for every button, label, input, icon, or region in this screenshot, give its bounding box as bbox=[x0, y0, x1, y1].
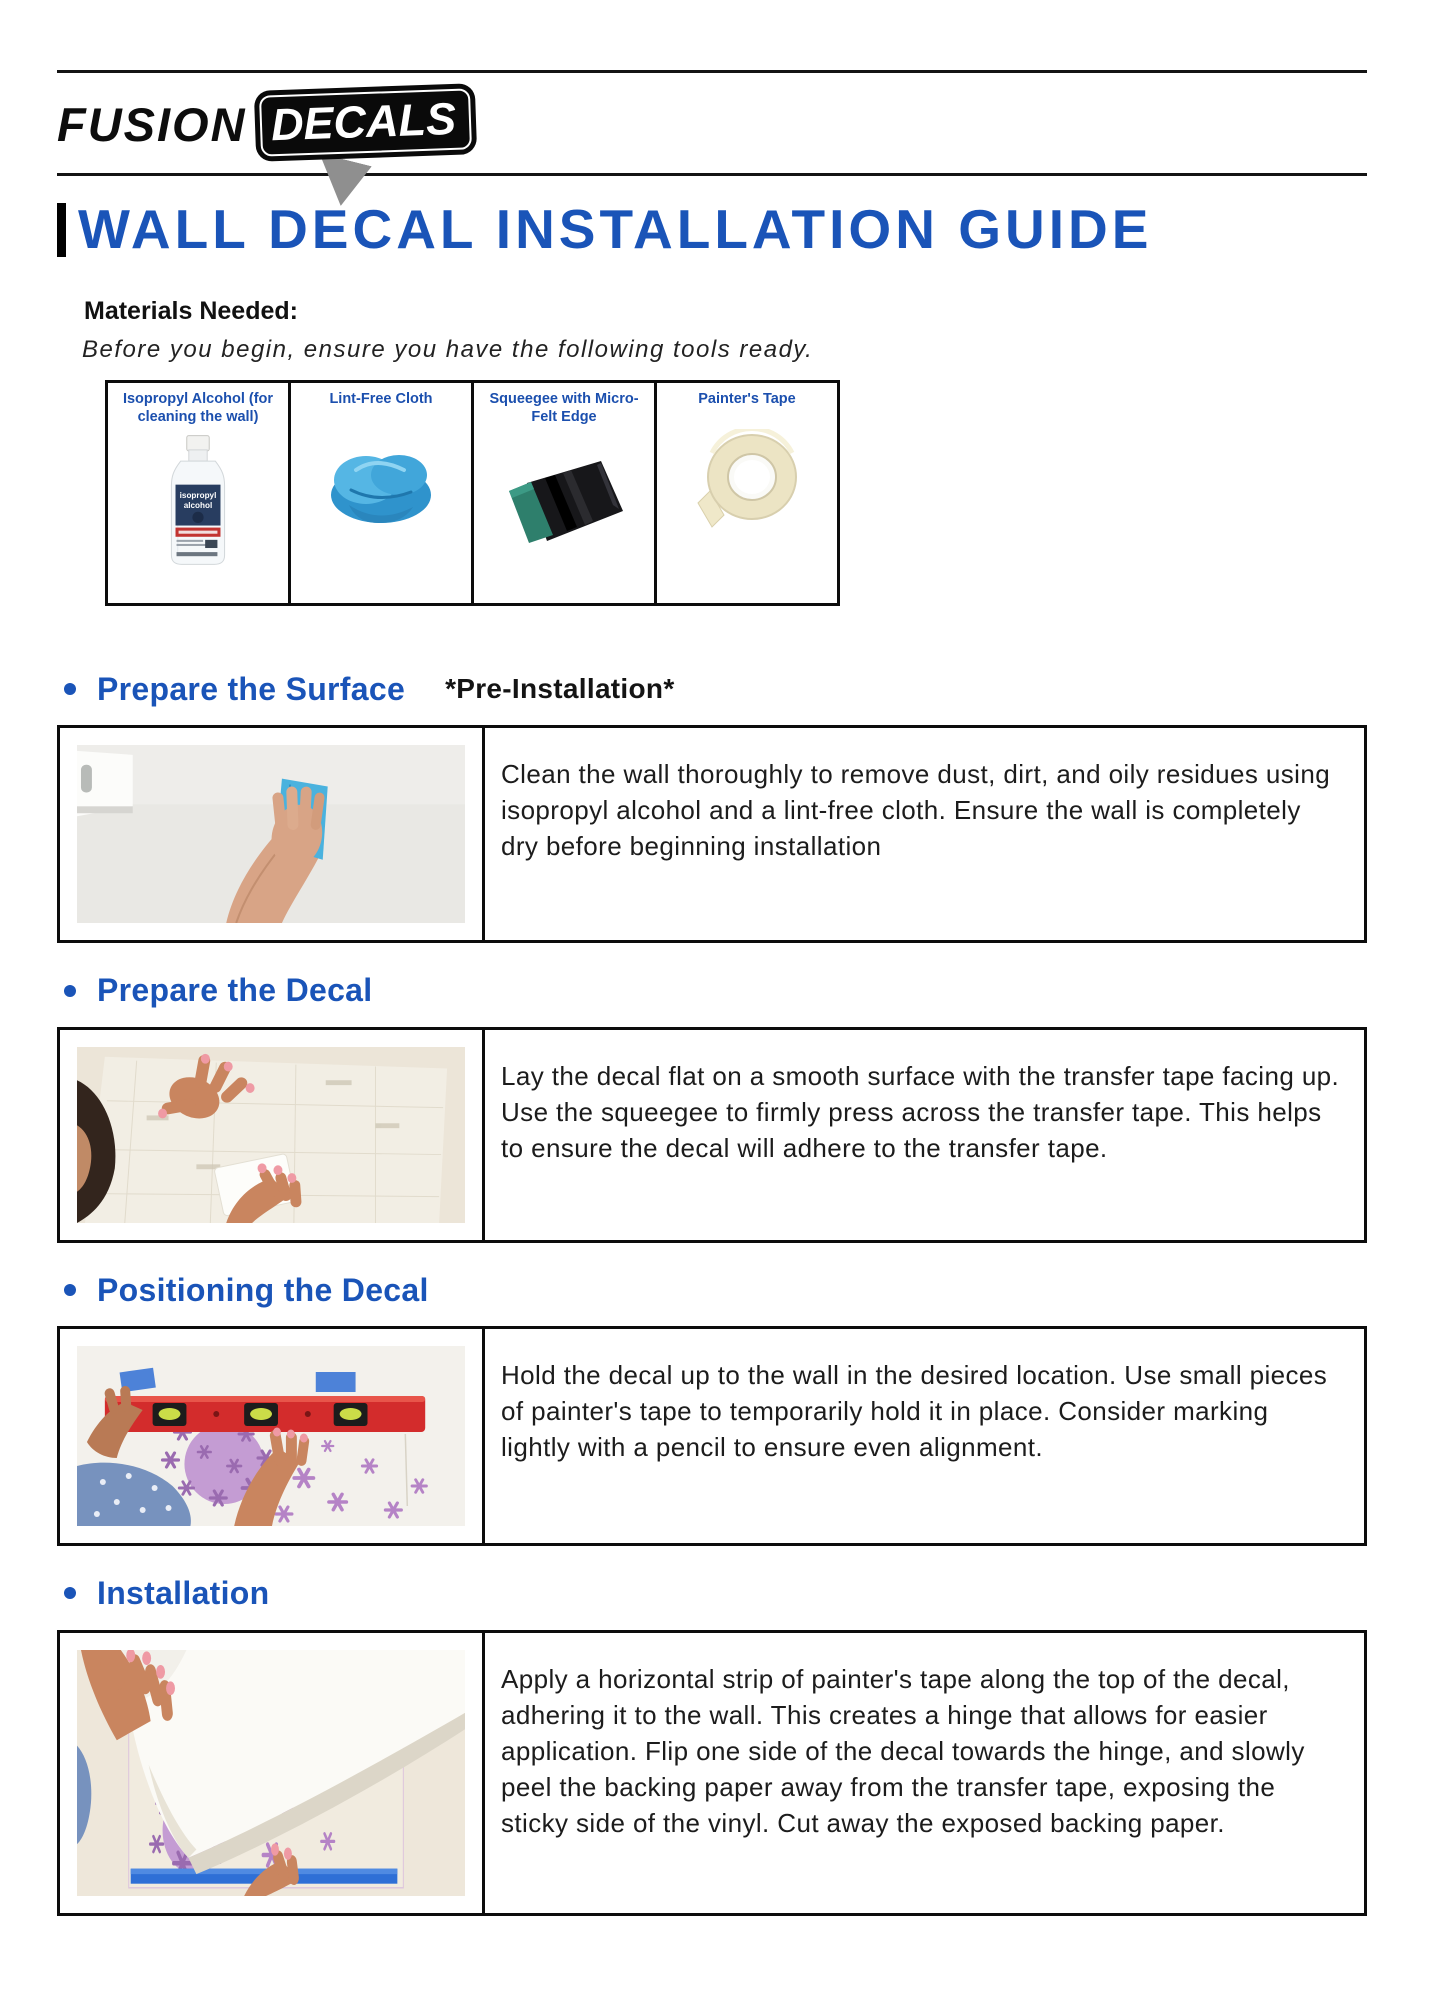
hand-cleaning-wall-photo bbox=[60, 728, 485, 940]
materials-subheading: Before you begin, ensure you have the following tools ready. bbox=[82, 336, 814, 363]
title-row bbox=[57, 198, 1367, 260]
materials-table bbox=[105, 380, 840, 606]
bullet-icon bbox=[64, 985, 76, 997]
step-instructions: Lay the decal flat on a smooth surface with the transfer tape facing up. Use the squeegee to firmly press across the transfer tape. This helps to ensure the decal will adhere to the transfer tape. bbox=[501, 1060, 1340, 1163]
step-text-cell bbox=[485, 1329, 1364, 1543]
peeling-backing-paper-photo bbox=[60, 1633, 485, 1913]
blue-cloth-icon bbox=[297, 408, 465, 558]
material-label: Lint-Free Cloth bbox=[329, 391, 433, 407]
title-accent-bar bbox=[57, 203, 66, 257]
material-cell-isopropyl bbox=[107, 382, 290, 605]
hands-leveling-decal-photo bbox=[60, 1329, 485, 1543]
section-title: Prepare the Surface bbox=[97, 671, 406, 707]
material-label: Squeegee with Micro-Felt Edge bbox=[489, 391, 639, 426]
material-cell-squeegee bbox=[473, 382, 656, 605]
hands-pressing-decal-photo bbox=[60, 1030, 485, 1240]
section-heading-installation bbox=[64, 1574, 1367, 1612]
step-box-positioning-decal bbox=[57, 1326, 1367, 1546]
page-title: WALL DECAL INSTALLATION GUIDE bbox=[78, 198, 1153, 260]
pre-installation-note: *Pre-Installation* bbox=[445, 673, 675, 705]
svg-text:isopropyl: isopropyl bbox=[179, 491, 217, 501]
step-box-prepare-surface bbox=[57, 725, 1367, 943]
section-heading-prepare-decal bbox=[64, 971, 1367, 1009]
step-text-cell bbox=[485, 1633, 1364, 1913]
material-cell-cloth bbox=[290, 382, 473, 605]
section-heading-positioning-decal bbox=[64, 1271, 1367, 1309]
material-label: Painter's Tape bbox=[698, 391, 796, 407]
step-box-installation bbox=[57, 1630, 1367, 1916]
tape-roll-icon bbox=[663, 408, 831, 558]
step-box-prepare-decal bbox=[57, 1027, 1367, 1243]
section-title: Prepare the Decal bbox=[97, 972, 373, 1009]
section-heading-prepare-surface bbox=[64, 670, 1367, 708]
material-cell-tape bbox=[656, 382, 839, 605]
section-title: Installation bbox=[97, 1575, 270, 1612]
material-label: Isopropyl Alcohol (for cleaning the wall) bbox=[122, 391, 274, 426]
logo-fusion-text: FUSION bbox=[57, 98, 247, 151]
bullet-icon bbox=[64, 1587, 76, 1599]
header-bottom-rule bbox=[57, 173, 1367, 176]
svg-text:alcohol: alcohol bbox=[183, 501, 213, 511]
step-instructions: Clean the wall thoroughly to remove dust, dirt, and oily residues using isopropyl alcohol and a lint-free cloth. Ensure the wall is completely dry before beginning installation bbox=[501, 759, 1331, 862]
step-text-cell bbox=[485, 1030, 1364, 1240]
section-title: Positioning the Decal bbox=[97, 1271, 429, 1308]
bullet-icon bbox=[64, 683, 76, 695]
step-instructions: Apply a horizontal strip of painter's tape along the top of the decal, adhering it to the wall. This creates a hinge that allows for easier application. Flip one side of the decal towards the hinge, and slowly peel the backing paper away from the transfer tape, exposing the sticky side of the vinyl. Cut away the exposed backing paper. bbox=[501, 1663, 1305, 1838]
step-instructions: Hold the decal up to the wall in the desired location. Use small pieces of painter's tape to temporarily hold it in place. Consider marking lightly with a pencil to ensure even alignment. bbox=[501, 1360, 1328, 1463]
bullet-icon bbox=[64, 1284, 76, 1296]
logo-decals-bubble: DECALS bbox=[253, 83, 476, 162]
materials-heading: Materials Needed: bbox=[84, 297, 298, 325]
brand-logo bbox=[57, 73, 1367, 173]
alcohol-bottle-icon bbox=[114, 426, 282, 576]
squeegee-icon bbox=[480, 426, 648, 576]
step-text-cell bbox=[485, 728, 1364, 940]
